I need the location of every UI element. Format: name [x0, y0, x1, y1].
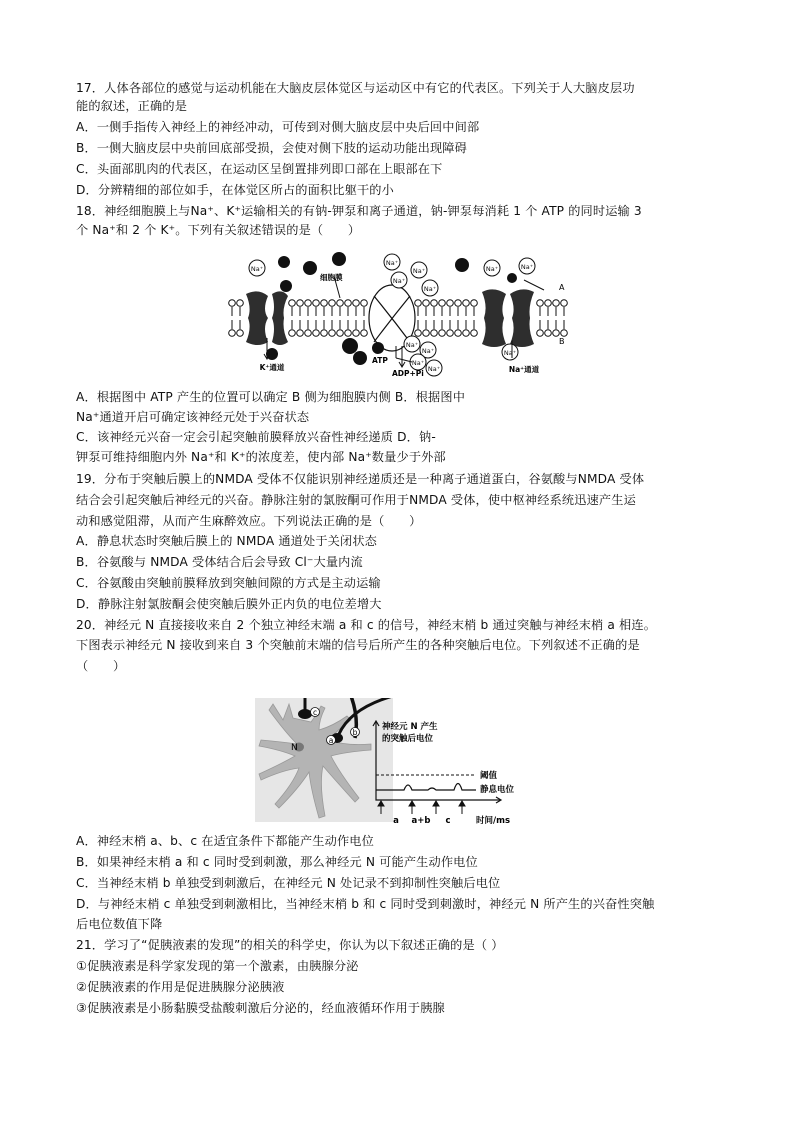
q19-option-a: A．静息状态时突触后膜上的 NMDA 通道处于关闭状态 [76, 534, 378, 548]
q21-item-2: ②促胰液素的作用是促进胰腺分泌胰液 [76, 980, 285, 994]
terminal-a-label: a [328, 736, 334, 745]
postsynaptic-potential-graph [368, 720, 528, 824]
q19-option-c: C．谷氨酸由突触前膜释放到突触间隙的方式是主动运输 [76, 576, 381, 590]
svg-text:Na⁺: Na⁺ [427, 365, 441, 373]
q17-option-c: C．头面部肌肉的代表区，在运动区呈倒置排列即口部在上眼部在下 [76, 162, 443, 176]
q20-option-d-line1: D．与神经末梢 c 单独受到刺激相比，当神经末梢 b 和 c 同时受到刺激时，神经元 N 所产生的兴奋性突触 [76, 897, 655, 911]
q20-option-d-line2: 后电位数值下降 [76, 917, 163, 931]
neuron-n-label: N [291, 743, 298, 753]
membrane-label: 细胞膜 [320, 273, 343, 282]
threshold-label: 阈值 [480, 771, 498, 781]
q21-item-3: ③促胰液素是小肠黏膜受盐酸刺激后分泌的，经血液循环作用于胰腺 [76, 1001, 445, 1015]
potential-trace [376, 784, 476, 791]
terminal-c-knob [298, 709, 312, 719]
svg-text:Na⁺: Na⁺ [520, 263, 534, 271]
q19-option-d: D．静脉注射氯胺酮会使突触后膜外正内负的电位差增大 [76, 597, 382, 611]
svg-text:Na⁺: Na⁺ [485, 265, 499, 273]
stimulus-c: c [445, 816, 451, 824]
stimulus-arrows [378, 801, 465, 814]
q21-stem: 21．学习了“促胰液素的发现”的相关的科学史，你认为以下叙述正确的是（ ） [76, 938, 504, 952]
q20-option-b: B．如果神经末梢 a 和 c 同时受到刺激，那么神经元 N 可能产生动作电位 [76, 855, 478, 869]
svg-text:Na⁺: Na⁺ [423, 285, 437, 293]
q19-stem-line1: 19．分布于突触后膜上的NMDA 受体不仅能识别神经递质还是一种离子通道蛋白，谷氨酸与NMDA 受体 [76, 472, 645, 486]
q20-stem-line2: 下图表示神经元 N 接收到来自 3 个突触前末端的信号后所产生的各种突触后电位。下列叙述不正确的是 [76, 638, 640, 652]
q20-option-a: A．神经末梢 a、b、c 在适宜条件下都能产生动作电位 [76, 834, 374, 848]
q20-option-c: C．当神经末梢 b 单独受到刺激后，在神经元 N 处记录不到抑制性突触后电位 [76, 876, 501, 890]
q17-option-a: A．一侧手指传入神经上的神经冲动，可传到对侧大脑皮层中央后回中间部 [76, 120, 480, 134]
q18-stem-line1: 18．神经细胞膜上与Na⁺、K⁺运输相关的有钠-钾泵和离子通道，钠-钾泵每消耗 1 个 ATP 的同时运输 3 [76, 204, 642, 218]
q18-line1: A．根据图中 ATP 产生的位置可以确定 B 侧为细胞膜内侧 B．根据图中 [76, 390, 466, 404]
q17-option-b: B．一侧大脑皮层中央前回底部受损，会使对侧下肢的运动功能出现障碍 [76, 141, 467, 155]
q20-stem-line1: 20．神经元 N 直接接收来自 2 个独立神经末端 a 和 c 的信号，神经末梢 b 通过突触与神经末梢 a 相连。 [76, 618, 657, 632]
y-axis-title-2: 的突触后电位 [382, 734, 434, 744]
svg-text:Na⁺: Na⁺ [392, 277, 406, 285]
side-a-label: A [559, 283, 565, 292]
svg-text:Na⁺: Na⁺ [421, 347, 435, 355]
q20-stem-line3: （ ） [76, 659, 126, 673]
x-axis-label: 时间/ms [476, 816, 511, 824]
k-channel-label: K⁺通道 [259, 363, 285, 372]
svg-text:Na⁺: Na⁺ [411, 359, 425, 367]
q18-stem-line2: 个 Na⁺和 2 个 K⁺。下列有关叙述错误的是（ ） [76, 223, 361, 237]
svg-text:Na⁺: Na⁺ [385, 259, 399, 267]
q17-stem-line2: 能的叙述，正确的是 [76, 99, 188, 113]
k-channel-protein [246, 291, 288, 345]
q19-stem-line3: 动和感觉阻滞，从而产生麻醉效应。下列说法正确的是（ ） [76, 514, 422, 528]
svg-text:Na⁺: Na⁺ [503, 349, 517, 357]
q18-line4: 钾泵可维持细胞内外 Na⁺和 K⁺的浓度差，使内部 Na⁺数量少于外部 [76, 450, 446, 464]
terminal-b-label: b [352, 728, 358, 737]
na-channel-label: Na⁺通道 [508, 365, 540, 374]
y-axis-title-1: 神经元 N 产生 [382, 722, 438, 732]
na-channel-protein [482, 289, 534, 347]
q18-line3: C．该神经元兴奋一定会引起突触前膜释放兴奋性神经递质 D．钠- [76, 430, 436, 444]
resting-label: 静息电位 [480, 785, 515, 795]
q18-line2: Na⁺通道开启可确定该神经元处于兴奋状态 [76, 410, 310, 424]
stimulus-a: a [393, 816, 399, 824]
q19-option-b: B．谷氨酸与 NMDA 受体结合后会导致 Cl⁻大量内流 [76, 555, 363, 569]
atp-label: ATP [372, 356, 388, 365]
terminal-c-label: c [312, 708, 318, 717]
q21-item-1: ①促胰液素是科学家发现的第一个激素，由胰腺分泌 [76, 959, 359, 973]
q17-stem-line1: 17．人体各部位的感觉与运动机能在大脑皮层体觉区与运动区中有它的代表区。下列关于人大脑皮层功 [76, 81, 635, 95]
na-label: Na⁺ [250, 265, 264, 273]
q17-option-d: D．分辨精细的部位如手，在体觉区所占的面积比躯干的小 [76, 183, 394, 197]
svg-text:Na⁺: Na⁺ [412, 267, 426, 275]
q19-stem-line2: 结合会引起突触后神经元的兴奋。静脉注射的氯胺酮可作用于NMDA 受体，使中枢神经系统迅速产生运 [76, 493, 636, 507]
side-b-label: B [559, 337, 565, 346]
stimulus-a-plus-b: a+b [411, 816, 431, 824]
svg-text:Na⁺: Na⁺ [405, 341, 419, 349]
adp-label: ADP+Pi [392, 369, 424, 378]
membrane-transport-figure [222, 250, 582, 382]
